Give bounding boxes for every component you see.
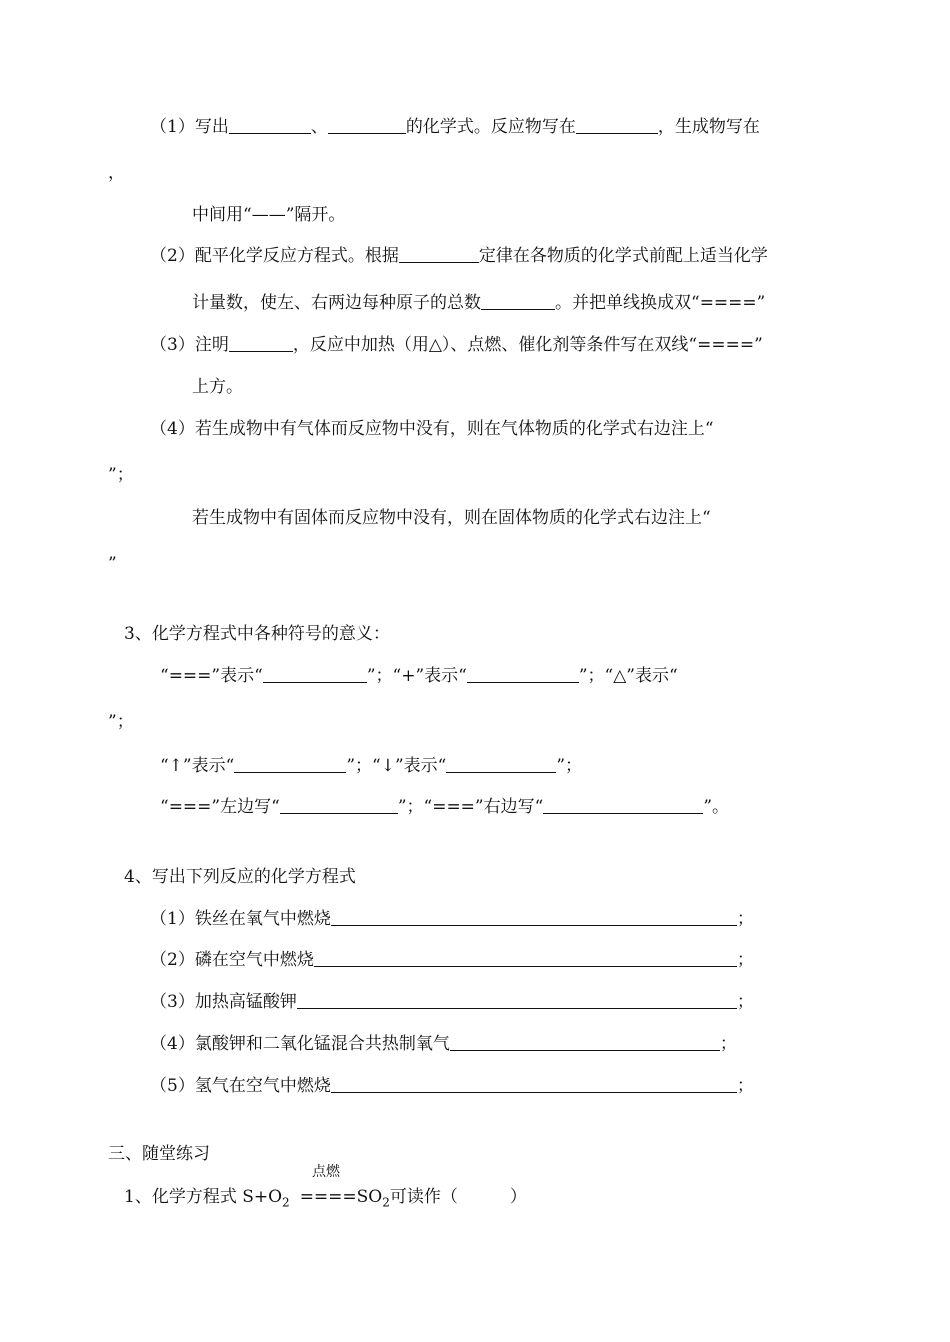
text: ”；“↓”表示“ bbox=[346, 756, 447, 776]
text: “===”左边写“ bbox=[160, 797, 280, 817]
text: 。并把单线换成双“====” bbox=[555, 293, 766, 313]
step-2-line bbox=[150, 245, 768, 267]
step-1-line bbox=[150, 116, 760, 138]
answer-blank[interactable] bbox=[229, 334, 293, 352]
answer-blank[interactable] bbox=[234, 755, 346, 773]
text: （3）注明 bbox=[150, 335, 229, 355]
answer-blank[interactable] bbox=[280, 796, 398, 814]
text: ”；“△”表示“ bbox=[578, 666, 678, 686]
symbol-row-3 bbox=[160, 796, 729, 818]
equation-item-1 bbox=[150, 908, 754, 930]
subscript: 2 bbox=[282, 1195, 290, 1210]
text: 1、化学方程式 S+O bbox=[124, 1187, 283, 1207]
answer-blank[interactable] bbox=[331, 1075, 737, 1093]
equation-item-2 bbox=[150, 949, 754, 971]
text: ； bbox=[719, 1034, 737, 1054]
text: ； bbox=[736, 992, 754, 1012]
text: ，反应中加热（用△）、点燃、催化剂等条件写在双线“====” bbox=[292, 335, 763, 355]
answer-blank[interactable] bbox=[314, 949, 737, 967]
text: （1）铁丝在氧气中燃烧 bbox=[150, 909, 331, 929]
text: 定律在各物质的化学式前配上适当化学 bbox=[478, 246, 768, 266]
equation-item-4 bbox=[150, 1033, 737, 1055]
answer-blank[interactable] bbox=[450, 1033, 720, 1051]
answer-blank[interactable] bbox=[331, 908, 737, 926]
text: ”。 bbox=[703, 797, 730, 817]
text: （2）磷在空气中燃烧 bbox=[150, 950, 314, 970]
step-4-wrap: ”； bbox=[108, 465, 134, 485]
text: （2）配平化学反应方程式。根据 bbox=[150, 246, 399, 266]
practice-section-title: 三、随堂练习 bbox=[108, 1144, 210, 1164]
answer-blank[interactable] bbox=[328, 116, 406, 134]
answer-blank[interactable] bbox=[481, 292, 555, 310]
step-4-line-2: 若生成物中有固体而反应物中没有，则在固体物质的化学式右边注上“ bbox=[192, 508, 711, 528]
step-1-continuation: 中间用“——”隔开。 bbox=[192, 205, 346, 225]
equation-item-5 bbox=[150, 1075, 754, 1097]
text: 的化学式。反应物写在 bbox=[405, 117, 576, 137]
text: ； bbox=[736, 1076, 754, 1096]
text: 计量数，使左、右两边每种原子的总数 bbox=[192, 293, 481, 313]
text: ； bbox=[736, 909, 754, 929]
symbol-row-1 bbox=[160, 665, 678, 687]
text: ，生成物写在 bbox=[657, 117, 760, 137]
text: “===”表示“ bbox=[160, 666, 263, 686]
text: ”；“+”表示“ bbox=[366, 666, 467, 686]
text: ”；“===”右边写“ bbox=[397, 797, 544, 817]
subscript: 2 bbox=[382, 1195, 390, 1210]
text: 可读作（ bbox=[389, 1187, 458, 1207]
text: ====SO bbox=[299, 1187, 383, 1207]
comma-wrap: ， bbox=[108, 163, 125, 183]
section-3-title: 3、化学方程式中各种符号的意义： bbox=[124, 624, 390, 644]
step-4-wrap-2: ” bbox=[108, 554, 117, 574]
section-4-title: 4、写出下列反应的化学方程式 bbox=[124, 867, 356, 887]
answer-blank[interactable] bbox=[399, 245, 479, 263]
text: ） bbox=[509, 1187, 527, 1207]
reaction-condition-label: 点燃 bbox=[312, 1164, 340, 1180]
answer-blank[interactable] bbox=[446, 755, 556, 773]
answer-blank[interactable] bbox=[467, 665, 579, 683]
answer-blank[interactable] bbox=[297, 991, 737, 1009]
text: 、 bbox=[310, 117, 328, 137]
text: ”； bbox=[556, 756, 583, 776]
step-3-line bbox=[150, 334, 763, 356]
text: （1）写出 bbox=[150, 117, 229, 137]
text: （4）氯酸钾和二氧化锰混合共热制氧气 bbox=[150, 1034, 450, 1054]
symbol-row-1-wrap: ”； bbox=[108, 712, 134, 732]
text: （3）加热高锰酸钾 bbox=[150, 992, 297, 1012]
answer-blank[interactable] bbox=[263, 665, 367, 683]
step-3-continuation: 上方。 bbox=[192, 377, 243, 397]
answer-blank[interactable] bbox=[543, 796, 703, 814]
answer-blank[interactable] bbox=[576, 116, 658, 134]
text: “↑”表示“ bbox=[160, 756, 235, 776]
practice-question-1 bbox=[124, 1186, 527, 1213]
step-4-line: （4）若生成物中有气体而反应物中没有，则在气体物质的化学式右边注上“ bbox=[150, 419, 714, 439]
text: ； bbox=[736, 950, 754, 970]
symbol-row-2 bbox=[160, 755, 582, 777]
answer-blank[interactable] bbox=[229, 116, 311, 134]
text: （5）氢气在空气中燃烧 bbox=[150, 1076, 331, 1096]
equation-item-3 bbox=[150, 991, 754, 1013]
step-2-continuation bbox=[192, 292, 765, 314]
